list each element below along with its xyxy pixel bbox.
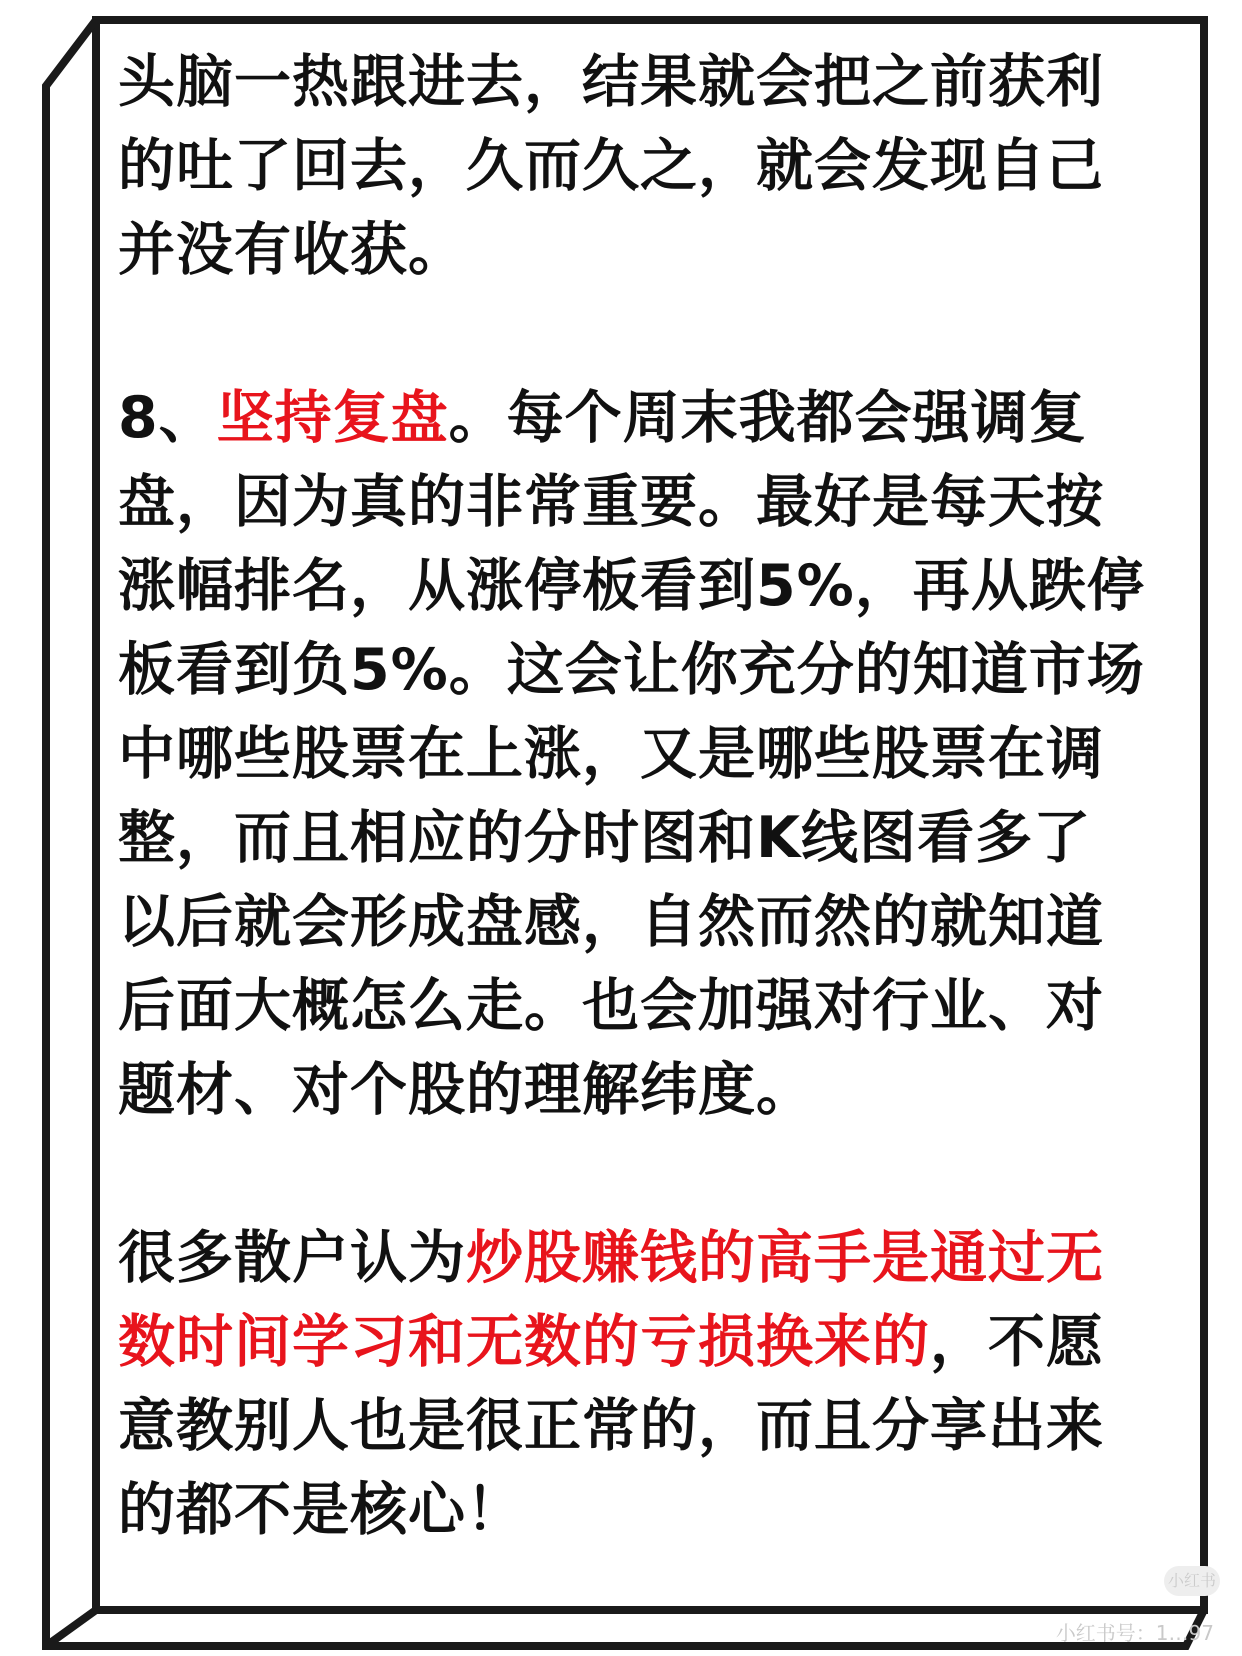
text-line <box>118 628 1208 712</box>
text-line <box>118 712 1208 796</box>
paragraph-gap <box>118 1132 1208 1216</box>
text-line <box>118 1468 1208 1552</box>
text-line <box>118 964 1208 1048</box>
text-line <box>118 796 1208 880</box>
paragraph <box>118 40 1208 292</box>
highlighted-text: 数时间学习和无数的亏损换来的 <box>118 1309 930 1375</box>
text-segment: 的都不是核心！ <box>118 1477 524 1543</box>
text-segment: 8、 <box>118 385 217 451</box>
paragraph <box>118 1216 1208 1552</box>
text-line <box>118 880 1208 964</box>
text-segment: 意教别人也是很正常的，而且分享出来 <box>118 1393 1104 1459</box>
text-segment: 后面大概怎么走。也会加强对行业、对 <box>118 973 1104 1039</box>
text-line <box>118 376 1208 460</box>
watermark-badge: 小红书 <box>1164 1566 1220 1596</box>
text-segment: 并没有收获。 <box>118 217 466 283</box>
text-line <box>118 1384 1208 1468</box>
article-text <box>118 40 1208 1552</box>
text-segment: 很多散户认为 <box>118 1225 466 1291</box>
text-segment: 以后就会形成盘感，自然而然的就知道 <box>118 889 1104 955</box>
text-segment: 板看到负5%。这会让你充分的知道市场 <box>118 637 1145 703</box>
text-segment: 头脑一热跟进去，结果就会把之前获利 <box>118 49 1104 115</box>
text-line <box>118 208 1208 292</box>
paragraph <box>118 376 1208 1132</box>
text-segment: 中哪些股票在上涨，又是哪些股票在调 <box>118 721 1104 787</box>
text-line <box>118 460 1208 544</box>
text-line <box>118 1216 1208 1300</box>
text-segment: 。每个周末我都会强调复 <box>448 385 1087 451</box>
text-segment: ，不愿 <box>930 1309 1104 1375</box>
highlighted-text: 坚持复盘 <box>216 385 449 451</box>
text-segment: 的吐了回去，久而久之，就会发现自己 <box>118 133 1104 199</box>
text-segment: 涨幅排名，从涨停板看到5%，再从跌停 <box>118 553 1145 619</box>
text-line <box>118 40 1208 124</box>
text-line <box>118 544 1208 628</box>
text-line <box>118 1300 1208 1384</box>
paragraph-gap <box>118 292 1208 376</box>
text-segment: 题材、对个股的理解纬度。 <box>118 1057 814 1123</box>
watermark-text: 小红书号：1…97 <box>1055 1621 1214 1645</box>
text-line <box>118 124 1208 208</box>
highlighted-text: 炒股赚钱的高手是通过无 <box>466 1225 1104 1291</box>
text-segment: 整，而且相应的分时图和K线图看多了 <box>118 805 1092 871</box>
text-segment: 盘，因为真的非常重要。最好是每天按 <box>118 469 1104 535</box>
text-line <box>118 1048 1208 1132</box>
